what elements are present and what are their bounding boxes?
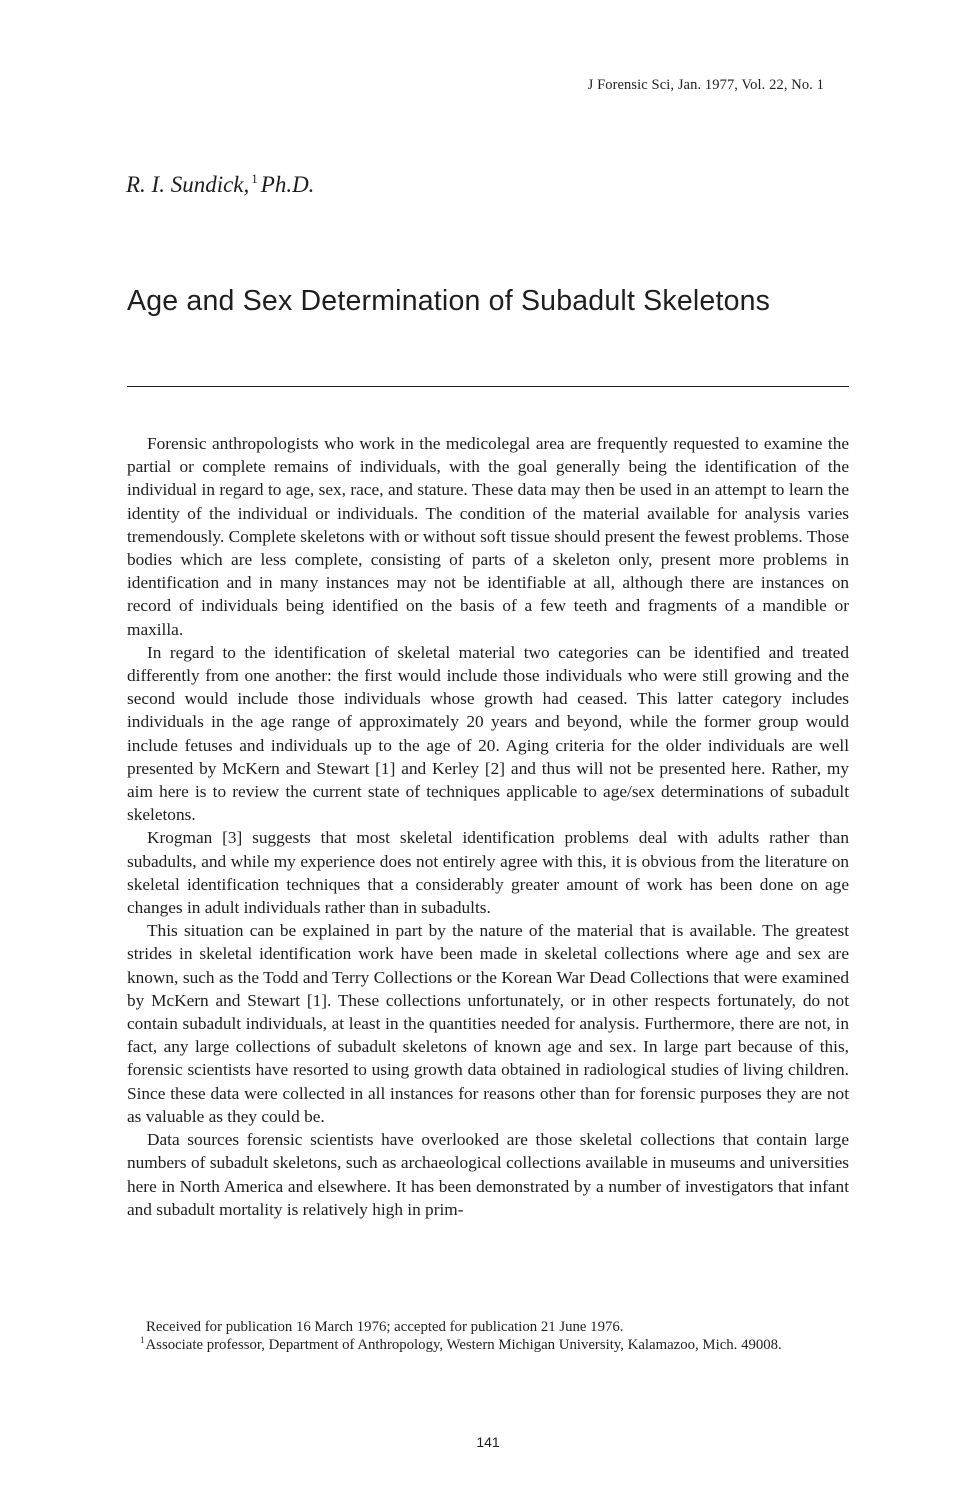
body-paragraph: This situation can be explained in part by the nature of the material that is available. The greatest strides in skeletal identification work have been made in skeletal collections where age and sex are known, such as the Todd and Terry Collections or the Korean War Dead Collections that were examined by McKern and Stewart [1]. These collections unfortunately, or in other respects fortunately, do not contain subadult individuals, at least in the quantities needed for analysis. Furthermore, there are not, in fact, any large collections of subadult skeletons of known age and sex. In large part because of this, forensic scientists have resorted to using growth data obtained in radiological studies of living children. Since these data were collected in all instances for reasons other than for forensic purposes they are not as valuable as they could be. bbox=[127, 921, 849, 1126]
article-title: Age and Sex Determination of Subadult Skeletons bbox=[127, 285, 771, 317]
running-header: J Forensic Sci, Jan. 1977, Vol. 22, No. 1 bbox=[587, 77, 824, 93]
author-footnote-mark: 1 bbox=[251, 171, 258, 187]
affiliation-footnote-mark: 1 bbox=[140, 1334, 145, 1345]
body-paragraph: Forensic anthropologists who work in the medicolegal area are frequently requested to examine the partial or complete remains of individuals, with the goal generally being the identification of the individual in regard to age, sex, race, and stature. These data may then be used in an attempt to learn the identity of the individual or individuals. The condition of the material available for analysis varies tremendously. Complete skeletons with or without soft tissue should present the fewest problems. Those bodies which are less complete, consisting of parts of a skeleton only, present more problems in identification and in many instances may not be identifiable at all, although there are instances on record of individuals being identified on the basis of a few teeth and fragments of a mandible or maxilla. bbox=[127, 434, 849, 639]
affiliation-text: Associate professor, Department of Anthropology, Western Michigan University, Kalamazoo, Mich. 49008. bbox=[145, 1336, 782, 1353]
title-divider bbox=[127, 386, 849, 387]
body-paragraph: Data sources forensic scientists have overlooked are those skeletal collections that contain large numbers of subadult skeletons, such as archaeological collections available in museums and universities here in North America and elsewhere. It has been demonstrated by a number of investigators that infant and subadult mortality is relatively high in prim- bbox=[127, 1130, 849, 1219]
footnotes bbox=[127, 1319, 849, 1354]
author-name: R. I. Sundick, bbox=[126, 172, 250, 197]
body-paragraph: In regard to the identification of skeletal material two categories can be identified and treated differently from one another: the first would include those individuals who were still growing and the second would include those individuals whose growth had ceased. This latter category includes individuals in the age range of approximately 20 years and beyond, while the former group would include fetuses and individuals up to the age of 20. Aging criteria for the older individuals are well presented by McKern and Stewart [1] and Kerley [2] and thus will not be presented here. Rather, my aim here is to review the current state of techniques applicable to age/sex determinations of subadult skeletons. bbox=[127, 642, 849, 825]
body-paragraph: Krogman [3] suggests that most skeletal identification problems deal with adults rather than subadults, and while my experience does not entirely agree with this, it is obvious from the literature on skeletal identification techniques that a considerably greater amount of work has been done on age changes in adult individuals rather than in subadults. bbox=[127, 828, 849, 918]
author-degree: Ph.D. bbox=[260, 172, 315, 197]
author-line bbox=[126, 172, 314, 198]
affiliation-note bbox=[127, 1334, 849, 1355]
received-note: Received for publication 16 March 1976; accepted for publication 21 June 1976. bbox=[146, 1319, 624, 1335]
page-number: 141 bbox=[476, 1434, 500, 1450]
article-body bbox=[127, 432, 849, 1221]
